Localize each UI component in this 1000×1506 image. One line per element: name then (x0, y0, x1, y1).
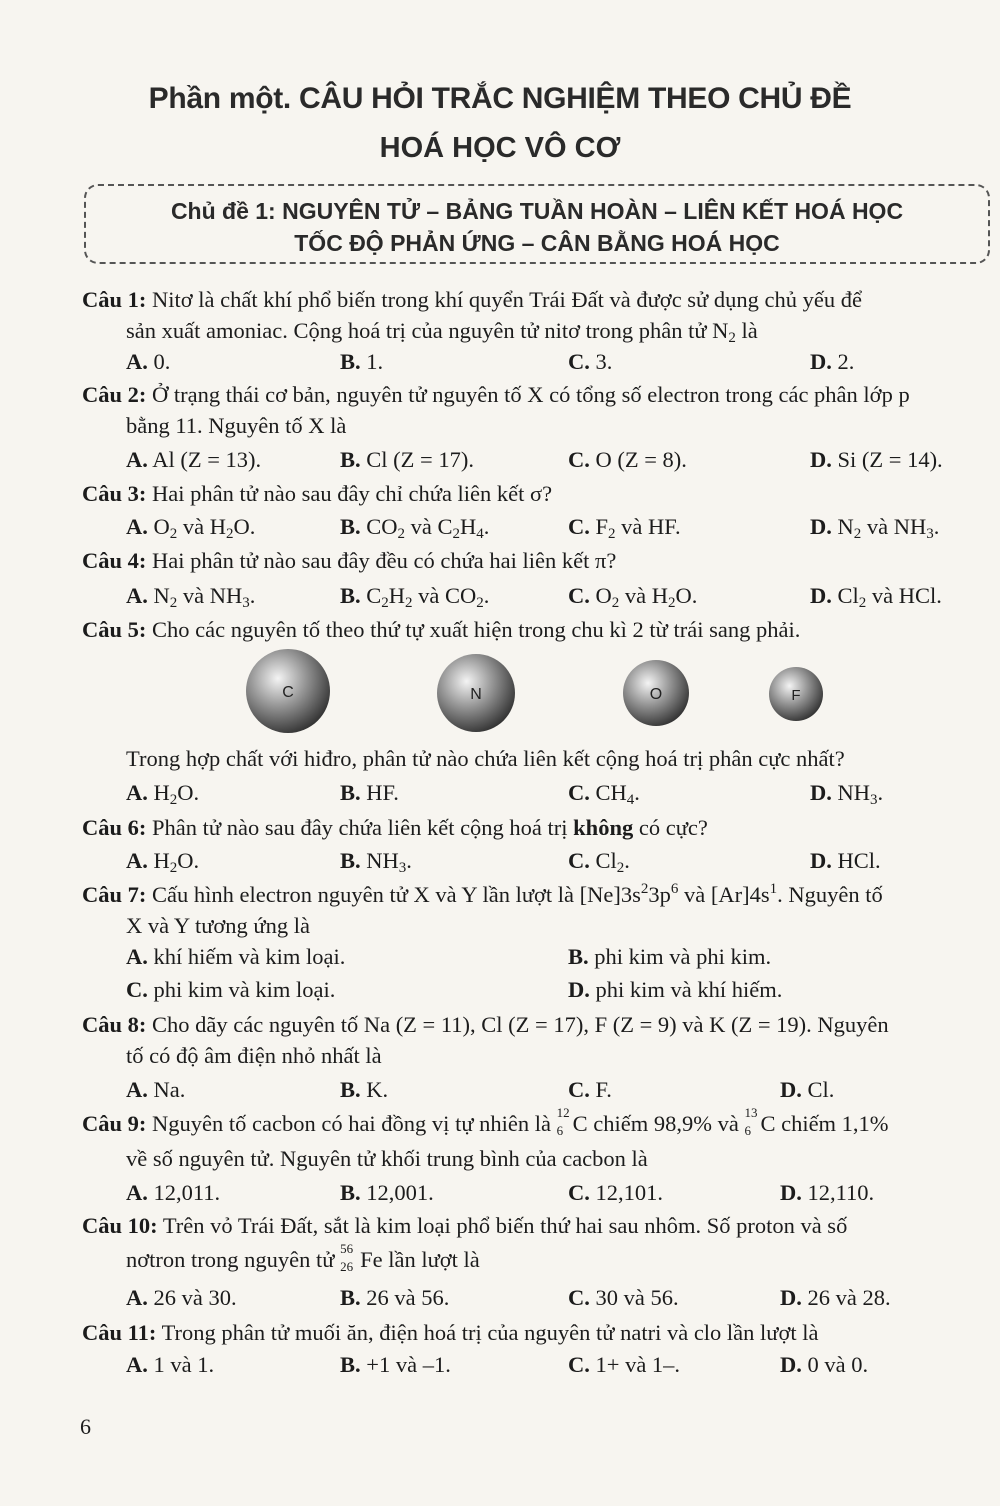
option-c[interactable]: C. $F_2$ và HF. (568, 514, 681, 542)
page-number: 6 (80, 1414, 91, 1439)
option-d[interactable]: D. phi kim và khí hiếm. (568, 977, 783, 1002)
question-text: sản xuất amoniac. Cộng hoá trị của nguyên tử nitơ trong phân tử N (126, 318, 729, 343)
question-text: 3p (648, 882, 671, 907)
option-b[interactable]: B. K. (340, 1077, 389, 1102)
option-c[interactable]: C. 30 và 56. (568, 1285, 679, 1310)
option-d[interactable]: D. 2. (810, 349, 855, 374)
option-d[interactable]: D. 26 và 28. (780, 1285, 891, 1310)
question-text: Trên vỏ Trái Đất, sắt là kim loại phổ biến thứ hai sau nhôm. Số proton và số (157, 1213, 848, 1238)
option-b[interactable]: B. phi kim và phi kim. (568, 944, 772, 969)
option-c[interactable]: C. 1+ và 1–. (568, 1352, 681, 1377)
section-title: HOÁ HỌC VÔ CƠ (379, 132, 621, 164)
question-5 (82, 617, 800, 643)
atom-n (437, 654, 515, 732)
isotope-fe56: 56 26 (340, 1241, 354, 1274)
option-d[interactable]: D. $Cl_2$ và HCl. (810, 583, 942, 611)
question-label: Câu 8: (82, 1012, 147, 1037)
question-text: Nguyên tố cacbon có hai đồng vị tự nhiên là (146, 1111, 557, 1136)
question-text: Cho dãy các nguyên tố Na (Z = 11), Cl (Z = 17), F (Z = 9) và K (Z = 19). Nguyên (146, 1012, 889, 1037)
option-a[interactable]: A. $O_2$ và $H_2O$. (126, 514, 256, 542)
question-text: Hai phân tử nào sau đây đều có chứa hai liên kết π? (146, 548, 617, 573)
option-c[interactable]: C. $O_2$ và $H_2O$. (568, 583, 698, 611)
option-b[interactable]: B. 26 và 56. (340, 1285, 450, 1310)
question-1 (82, 287, 862, 313)
svg-text:C: C (282, 684, 294, 701)
option-b[interactable]: B. $C_2H_2$ và $CO_2$. (340, 583, 490, 611)
option-a[interactable]: A. $H_2O$. (126, 848, 200, 876)
subscript: 2 (728, 330, 736, 346)
question-text: Trong phân tử muối ăn, điện hoá trị của nguyên tử natri và clo lần lượt là (156, 1320, 819, 1345)
option-c[interactable]: C. 12,101. (568, 1180, 663, 1205)
option-a[interactable]: A. 12,011. (126, 1180, 221, 1205)
question-8 (82, 1012, 889, 1038)
question-text: Hai phân tử nào sau đây chỉ chứa liên kết σ? (146, 481, 553, 506)
topic-title-line2: TỐC ĐỘ PHẢN ỨNG – CÂN BẰNG HOÁ HỌC (294, 230, 780, 256)
option-a[interactable]: A. 0. (126, 349, 171, 374)
superscript: 2 (640, 881, 649, 897)
topic-title-line1: Chủ đề 1: NGUYÊN TỬ – BẢNG TUẦN HOÀN – LIÊN KẾT HOÁ HỌC (170, 198, 904, 224)
question-text: nơtron trong nguyên tử (126, 1247, 341, 1272)
question-10-line2 (126, 1241, 480, 1274)
option-d[interactable]: D. Si (Z = 14). (810, 447, 943, 472)
question-text: là (735, 318, 758, 343)
svg-text:F: F (791, 687, 801, 704)
option-c[interactable]: C. $Cl_2$. (568, 848, 630, 876)
element-symbol: Fe (360, 1247, 383, 1272)
question-text: . Nguyên tố (777, 882, 883, 907)
option-d[interactable]: D. 0 và 0. (780, 1352, 869, 1377)
question-9-line2: về số nguyên tử. Nguyên tử khối trung bình của cacbon là (126, 1146, 648, 1171)
option-d[interactable]: D. $N_2$ và $NH_3$. (810, 514, 940, 542)
part-title: Phần một. CÂU HỎI TRẮC NGHIỆM THEO CHỦ ĐỀ (148, 82, 852, 115)
option-a[interactable]: A. $H_2O$. (126, 780, 200, 808)
svg-text:N: N (470, 686, 482, 703)
question-label: Câu 6: (82, 815, 147, 840)
superscript: 1 (769, 881, 778, 897)
isotope-c13: 13 6 (744, 1105, 758, 1138)
option-a[interactable]: A. $N_2$ và $NH_3$. (126, 583, 256, 611)
atom-size-illustration (240, 648, 860, 738)
question-label: Câu 2: (82, 382, 147, 407)
question-text: và [Ar]4s (678, 882, 770, 907)
atom-c (246, 649, 330, 733)
question-text: có cực? (633, 815, 708, 840)
question-2 (82, 382, 910, 408)
option-a[interactable]: A. 26 và 30. (126, 1285, 237, 1310)
option-d[interactable]: D. $NH_3$. (810, 780, 884, 808)
question-label: Câu 10: (82, 1213, 158, 1238)
question-1-line2 (126, 318, 758, 344)
question-7-line2: X và Y tương ứng là (126, 913, 310, 938)
question-5-line2: Trong hợp chất với hiđro, phân tử nào chứa liên kết cộng hoá trị phân cực nhất? (126, 746, 845, 771)
option-b[interactable]: B. 12,001. (340, 1180, 434, 1205)
option-b[interactable]: B. $CO_2$ và $C_2H_4$. (340, 514, 490, 542)
superscript: 6 (670, 881, 679, 897)
option-a[interactable]: A. khí hiếm và kim loại. (126, 944, 346, 969)
question-text: Cấu hình electron nguyên tử X và Y lần lượt là [Ne]3s (146, 882, 641, 907)
question-6 (82, 815, 708, 841)
question-11 (82, 1320, 819, 1346)
question-10 (82, 1213, 847, 1239)
svg-text:O: O (649, 686, 663, 703)
option-d[interactable]: D. Cl. (780, 1077, 835, 1102)
question-label: Câu 7: (82, 882, 147, 907)
question-label: Câu 1: (82, 287, 147, 312)
question-label: Câu 4: (82, 548, 147, 573)
question-label: Câu 3: (82, 481, 147, 506)
option-c[interactable]: C. O (Z = 8). (568, 447, 687, 472)
option-b[interactable]: B. 1. (340, 349, 384, 374)
question-3 (82, 481, 552, 507)
option-c[interactable]: C. F. (568, 1077, 612, 1102)
question-2-line2: bằng 11. Nguyên tố X là (126, 413, 347, 438)
option-b[interactable]: B. +1 và –1. (340, 1352, 451, 1377)
option-d[interactable]: D. 12,110. (780, 1180, 875, 1205)
question-text: lần lượt là (382, 1247, 480, 1272)
emphasis: không (573, 815, 634, 840)
atom-o (623, 660, 689, 726)
option-a[interactable]: A. 1 và 1. (126, 1352, 215, 1377)
question-label: Câu 11: (82, 1320, 157, 1345)
question-label: Câu 5: (82, 617, 147, 642)
option-c[interactable]: C. phi kim và kim loại. (126, 977, 336, 1002)
question-text: C chiếm 98,9% và (572, 1111, 745, 1136)
question-text: C chiếm 1,1% (760, 1111, 889, 1136)
topic-box (84, 184, 990, 264)
option-a[interactable]: A. Na. (126, 1077, 186, 1102)
question-label: Câu 9: (82, 1111, 147, 1136)
option-b[interactable]: B. $NH_3$. (340, 848, 412, 876)
option-c[interactable]: C. $CH_4$. (568, 780, 640, 808)
option-c[interactable]: C. 3. (568, 349, 613, 374)
question-text: Ở trạng thái cơ bản, nguyên tử nguyên tố X có tổng số electron trong các phân lớp p (146, 382, 910, 407)
question-text: Cho các nguyên tố theo thứ tự xuất hiện trong chu kì 2 từ trái sang phải. (146, 617, 801, 642)
isotope-c12: 12 6 (556, 1105, 570, 1138)
question-8-line2: tố có độ âm điện nhỏ nhất là (126, 1043, 382, 1068)
question-9 (82, 1105, 889, 1138)
option-d[interactable]: D. HCl. (810, 848, 881, 873)
option-b[interactable]: B. HF. (340, 780, 399, 805)
question-text: Phân tử nào sau đây chứa liên kết cộng hoá trị (146, 815, 574, 840)
atom-f (769, 667, 823, 721)
question-7 (82, 882, 883, 908)
option-b[interactable]: B. Cl (Z = 17). (340, 447, 474, 472)
question-text: Nitơ là chất khí phổ biến trong khí quyển Trái Đất và được sử dụng chủ yếu để (146, 287, 862, 312)
question-4 (82, 548, 616, 574)
option-a[interactable]: A. Al (Z = 13). (126, 447, 262, 472)
